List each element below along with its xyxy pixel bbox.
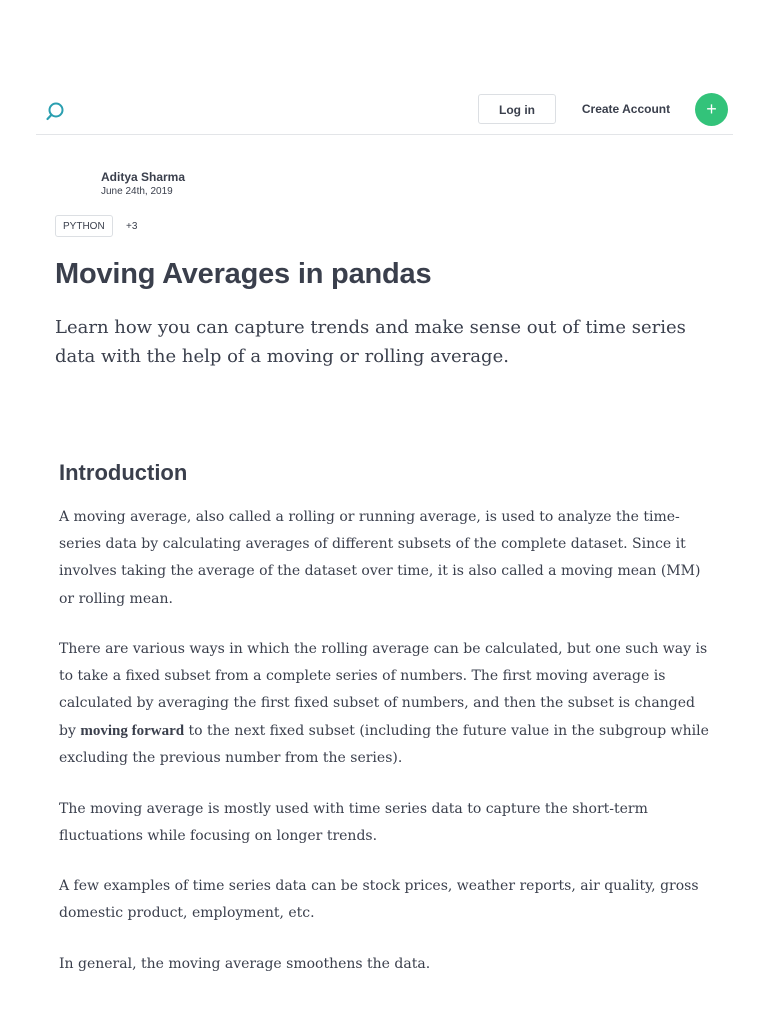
create-account-button[interactable]: Create Account xyxy=(581,102,671,116)
tag-python[interactable]: PYTHON xyxy=(55,215,113,237)
more-tags[interactable]: +3 xyxy=(126,221,138,232)
author-name[interactable]: Aditya Sharma xyxy=(101,170,186,184)
paragraph-1: A moving average, also called a rolling or running average, is used to analyze the time-series data by calculating averages of different subsets of the complete dataset. Since it involves taking the average of the dataset over time, it is also called a moving mean (MM) or rolling mean. xyxy=(59,509,701,607)
login-button[interactable]: Log in xyxy=(478,94,556,124)
paragraph-2-bold: moving forward xyxy=(80,722,185,739)
paragraph-4: A few examples of time series data can be stock prices, weather reports, air quality, gross domestic product, employment, etc. xyxy=(59,878,699,922)
paragraph-5: In general, the moving average smoothens the data. xyxy=(59,956,431,972)
section-heading-introduction: Introduction xyxy=(59,460,188,485)
search-icon[interactable] xyxy=(44,100,66,122)
paragraph-2-text-b: to the next fixed subset (including the future value in the subgroup while excluding the previous number from the series). xyxy=(59,722,709,766)
paragraph-2-text-a: There are various ways in which the rolling average can be calculated, but one such way is to take a fixed subset from a complete series of numbers. The first moving average is calculated by averaging the first fixed subset of numbers, and then the subset is changed by xyxy=(59,641,708,739)
top-nav xyxy=(36,86,733,135)
paragraph-2 xyxy=(59,636,715,772)
paragraph-3: The moving average is mostly used with time series data to capture the short-term fluctuations while focusing on longer trends. xyxy=(59,801,648,845)
article-title: Moving Averages in pandas xyxy=(55,258,432,290)
publish-date: June 24th, 2019 xyxy=(101,186,173,197)
article-subtitle: Learn how you can capture trends and make sense out of time series data with the help of a moving or rolling average. xyxy=(55,317,686,367)
plus-button[interactable]: + xyxy=(695,93,728,126)
